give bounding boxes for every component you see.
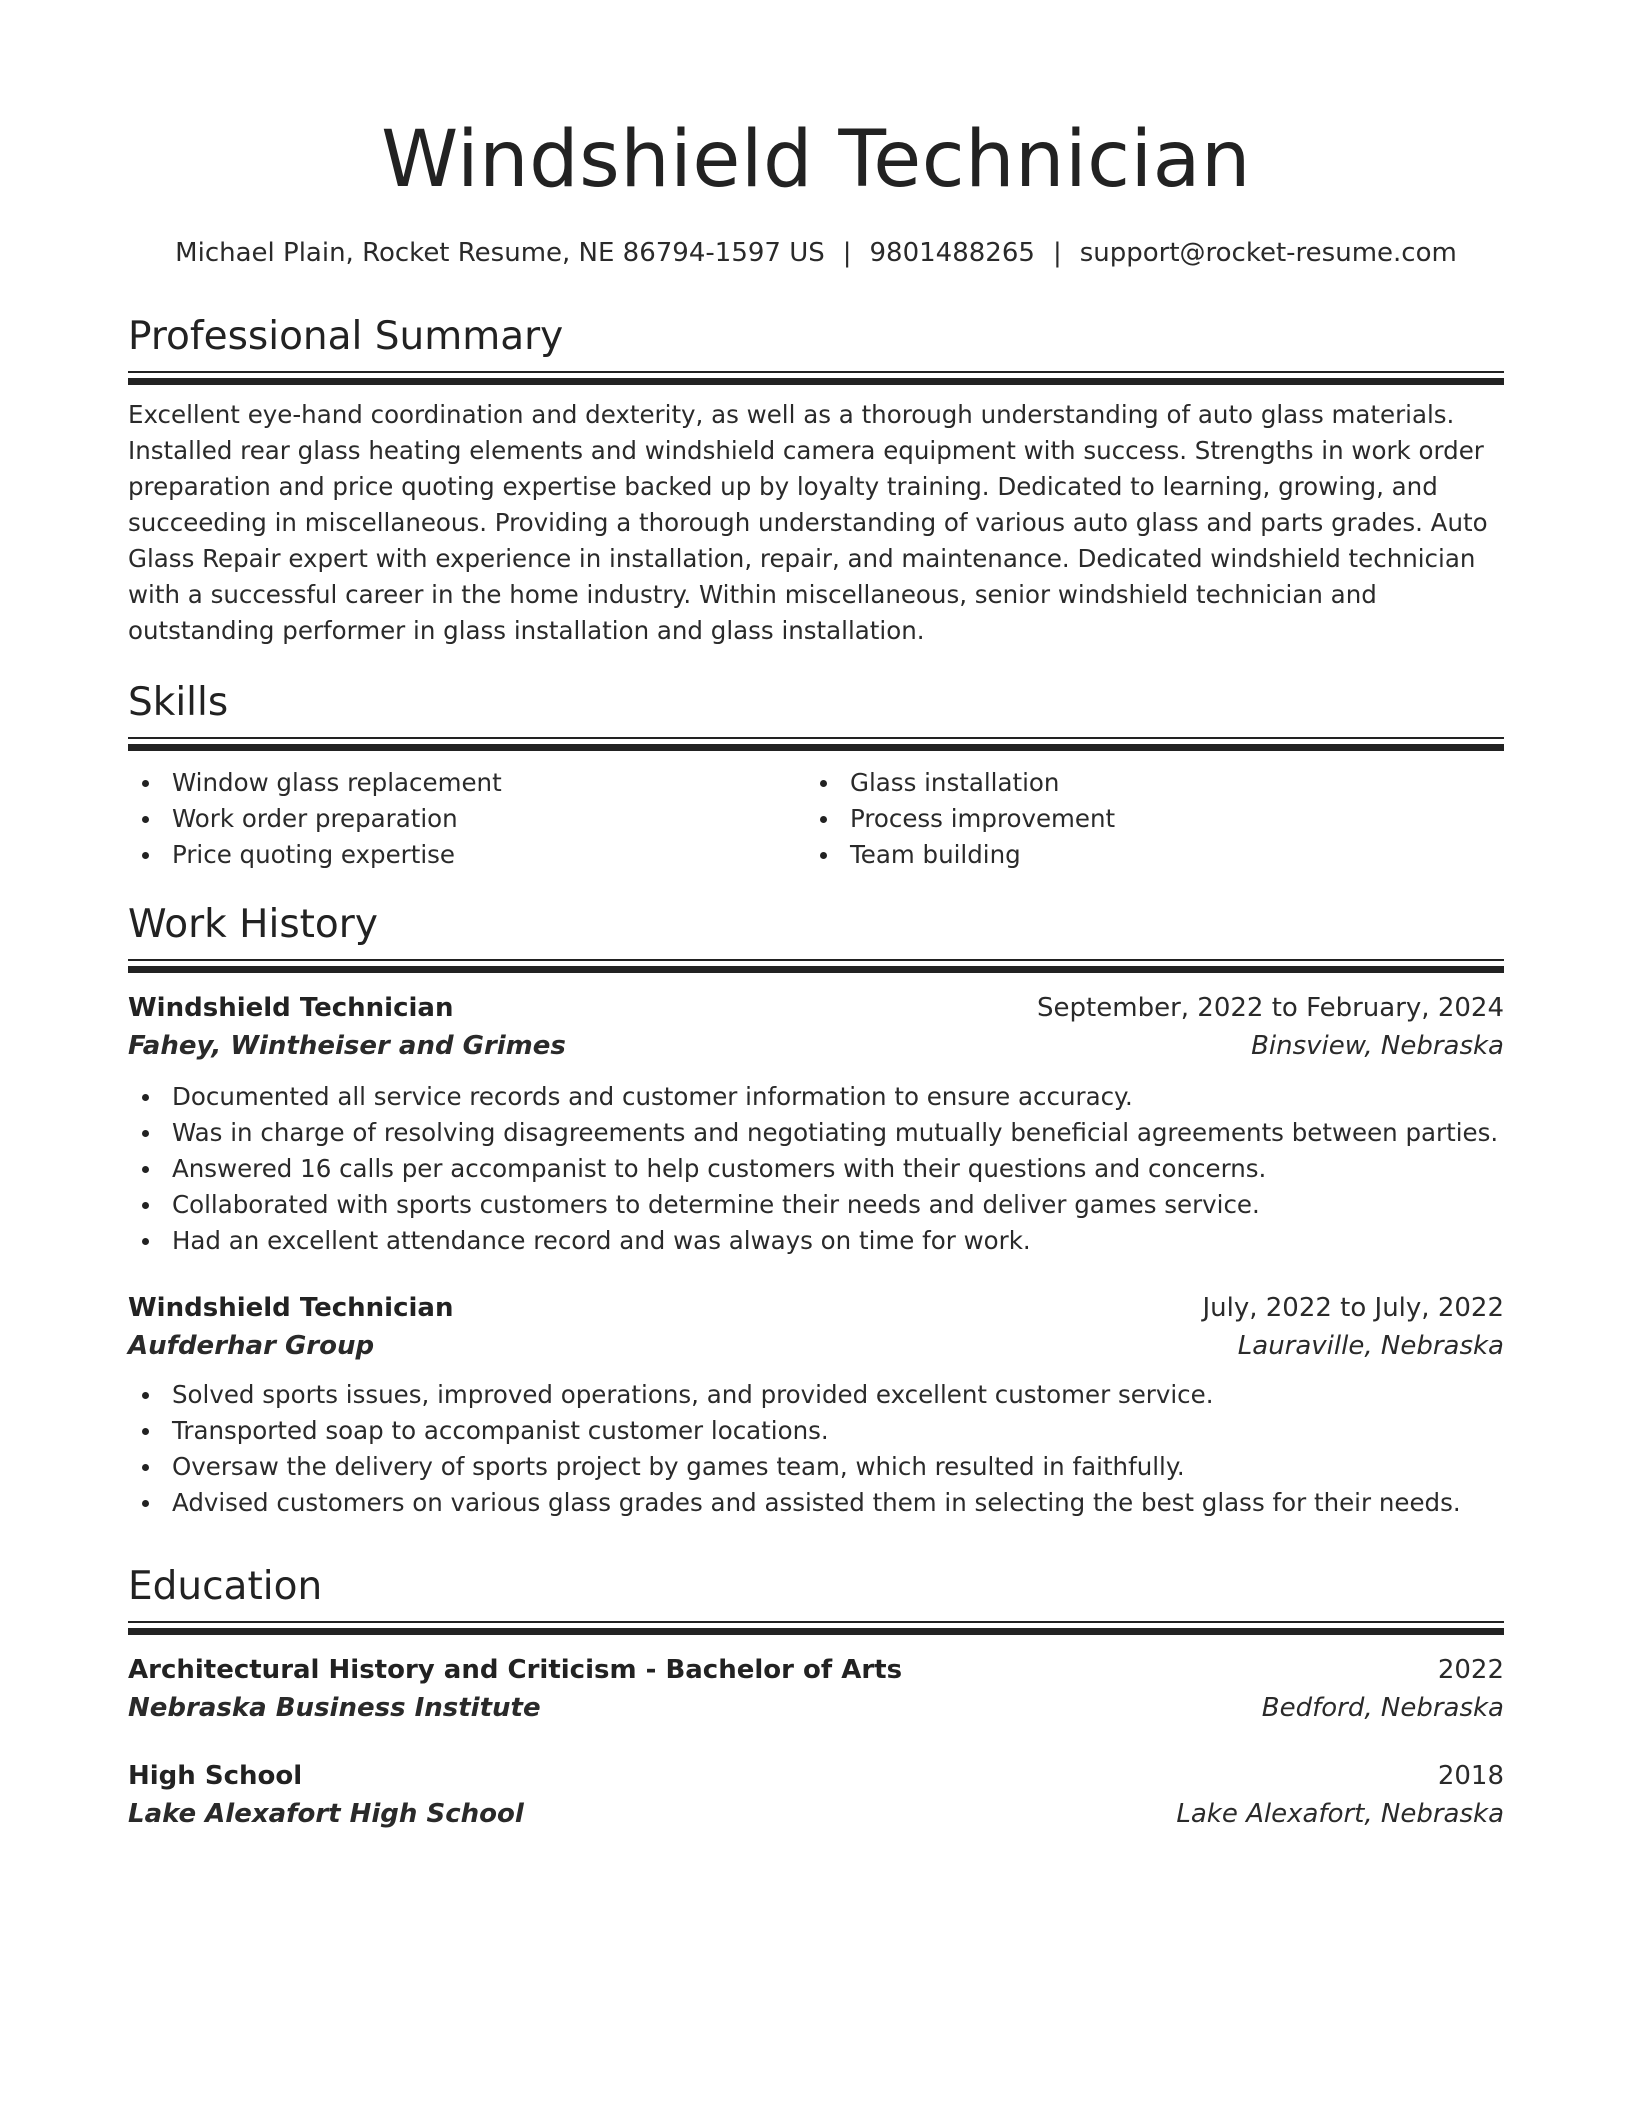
- skills-left-column: [128, 765, 806, 873]
- skill-item: Window glass replacement: [128, 765, 806, 801]
- graduation-year: 2022: [1437, 1654, 1504, 1685]
- summary-heading: Professional Summary: [128, 314, 564, 359]
- contact-phone: 9801488265: [869, 238, 1035, 268]
- list-item: Transported soap to accompanist customer locations.: [128, 1413, 1504, 1449]
- contact-address: Michael Plain, Rocket Resume, NE 86794-1597 US: [175, 238, 825, 268]
- skill-item: Team building: [806, 837, 1484, 873]
- school-name: Nebraska Business Institute: [128, 1692, 541, 1723]
- school-name: Lake Alexafort High School: [128, 1798, 524, 1829]
- skills-section: [128, 680, 1504, 873]
- skill-item: Price quoting expertise: [128, 837, 806, 873]
- skills-grid: [128, 765, 1504, 873]
- section-divider: [128, 737, 1504, 753]
- list-item: Documented all service records and customer information to ensure accuracy.: [128, 1079, 1504, 1115]
- section-divider: [128, 959, 1504, 975]
- education-heading: Education: [128, 1564, 323, 1609]
- school-location: Lake Alexafort, Nebraska: [1176, 1798, 1504, 1829]
- resume-title: Windshield Technician: [381, 115, 1251, 205]
- graduation-year: 2018: [1437, 1760, 1504, 1791]
- list-item: Collaborated with sports customers to determine their needs and deliver games service.: [128, 1187, 1504, 1223]
- education-entry: [128, 1651, 1504, 1727]
- contact-line: [128, 238, 1504, 268]
- list-item: Solved sports issues, improved operations, and provided excellent customer service.: [128, 1377, 1504, 1413]
- section-divider: [128, 371, 1504, 387]
- work-history-section: [128, 902, 1504, 1521]
- job-bullets: [128, 1079, 1504, 1259]
- section-divider: [128, 1621, 1504, 1637]
- work-history-heading: Work History: [128, 902, 378, 947]
- list-item: Oversaw the delivery of sports project by games team, which resulted in faithfully.: [128, 1449, 1504, 1485]
- degree-title: High School: [128, 1760, 303, 1791]
- job-title: Windshield Technician: [128, 992, 454, 1023]
- summary-section: [128, 314, 1504, 649]
- skills-heading: Skills: [128, 680, 229, 725]
- education-section: [128, 1564, 1504, 1833]
- job-location: Lauraville, Nebraska: [1237, 1330, 1504, 1361]
- list-item: Answered 16 calls per accompanist to help customers with their questions and concerns.: [128, 1151, 1504, 1187]
- job-dates: July, 2022 to July, 2022: [1202, 1292, 1504, 1323]
- education-entry: [128, 1757, 1504, 1833]
- job-title: Windshield Technician: [128, 1292, 454, 1323]
- skill-item: Work order preparation: [128, 801, 806, 837]
- skills-right-column: [806, 765, 1484, 873]
- job-location: Binsview, Nebraska: [1251, 1030, 1504, 1061]
- contact-separator: |: [842, 238, 852, 268]
- contact-email[interactable]: support@rocket-resume.com: [1079, 238, 1457, 268]
- job-bullets: [128, 1377, 1504, 1521]
- skill-item: Process improvement: [806, 801, 1484, 837]
- job-entry: [128, 1289, 1504, 1521]
- summary-text: Excellent eye-hand coordination and dexterity, as well as a thorough understanding of auto glass materials. Installed rear glass heating elements and windshield camera equipment with success. Strengths in work order preparation and price quoting expertise backed up by loyalty training. Dedicated to learning, growing, and succeeding in miscellaneous. Providing a thorough understanding of various auto glass and parts grades. Auto Glass Repair expert with experience in installation, repair, and maintenance. Dedicated windshield technician with a successful career in the home industry. Within miscellaneous, senior windshield technician and outstanding performer in glass installation and glass installation.: [128, 399, 1488, 645]
- skill-item: Glass installation: [806, 765, 1484, 801]
- list-item: Had an excellent attendance record and was always on time for work.: [128, 1223, 1504, 1259]
- school-location: Bedford, Nebraska: [1261, 1692, 1504, 1723]
- degree-title: Architectural History and Criticism - Bachelor of Arts: [128, 1654, 903, 1685]
- job-dates: September, 2022 to February, 2024: [1037, 992, 1504, 1023]
- list-item: Advised customers on various glass grades and assisted them in selecting the best glass for their needs.: [128, 1485, 1504, 1521]
- job-entry: [128, 989, 1504, 1259]
- job-company: Fahey, Wintheiser and Grimes: [128, 1030, 566, 1061]
- contact-separator: |: [1052, 238, 1062, 268]
- job-company: Aufderhar Group: [128, 1330, 375, 1361]
- list-item: Was in charge of resolving disagreements and negotiating mutually beneficial agreements between parties.: [128, 1115, 1504, 1151]
